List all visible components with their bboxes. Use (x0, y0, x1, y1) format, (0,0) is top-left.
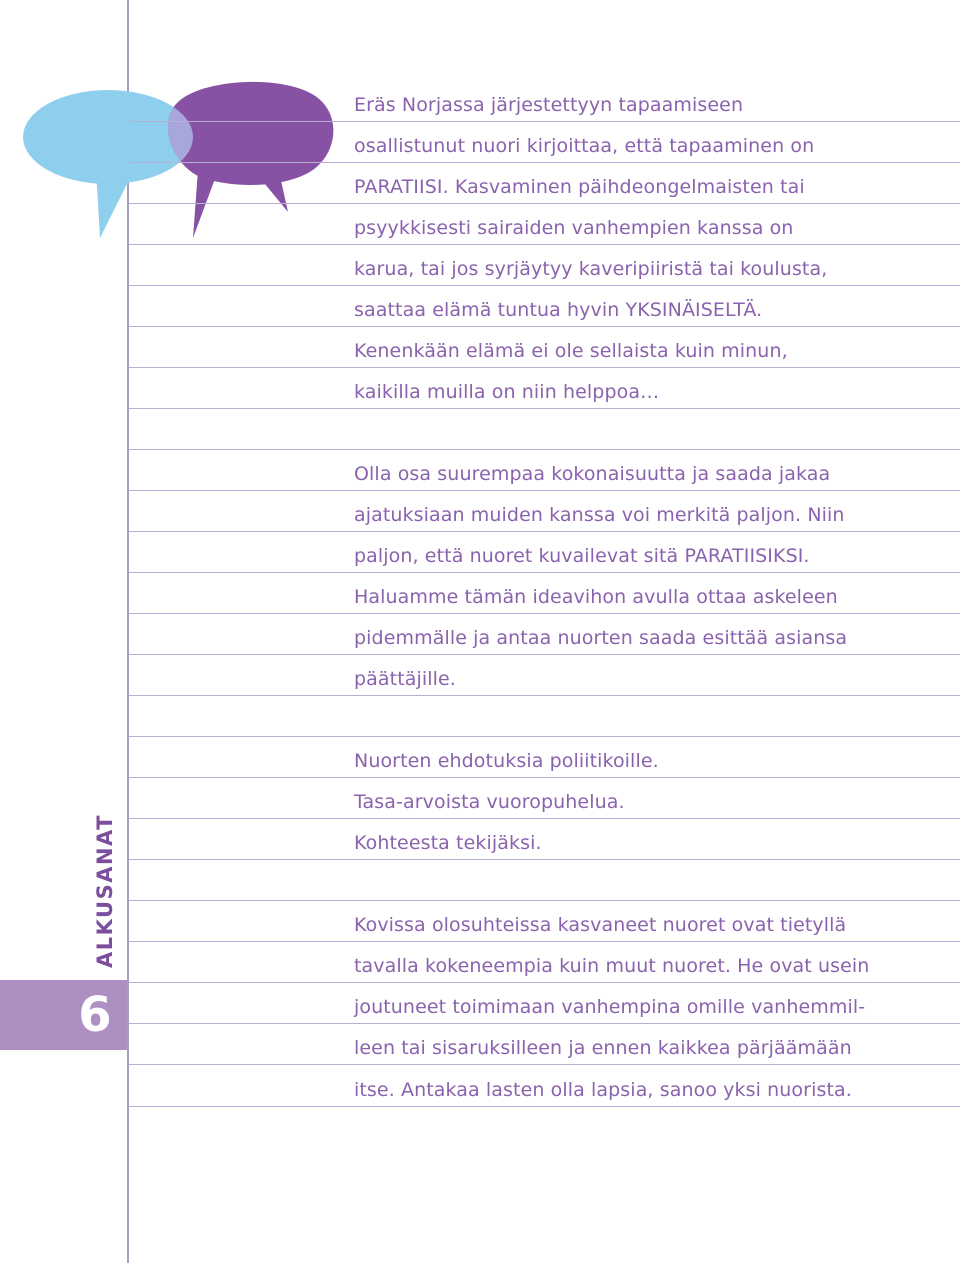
text-line: saattaa elämä tuntua hyvin YKSINÄISELTÄ. (354, 299, 763, 321)
ruled-line (129, 490, 960, 491)
ruled-line (129, 1064, 960, 1065)
text-line: Haluamme tämän ideavihon avulla ottaa askeleen (354, 586, 838, 608)
ruled-line (129, 818, 960, 819)
page-number: 6 (78, 987, 112, 1043)
text-line: Kovissa olosuhteissa kasvaneet nuoret ovat tietyllä (354, 914, 847, 936)
ruled-line (129, 736, 960, 737)
text-line: Nuorten ehdotuksia poliitikoille. (354, 750, 659, 772)
text-line: ajatuksiaan muiden kanssa voi merkitä paljon. Niin (354, 504, 845, 526)
ruled-line (129, 162, 960, 163)
ruled-line (129, 285, 960, 286)
ruled-line (129, 777, 960, 778)
ruled-line (129, 654, 960, 655)
text-line: pidemmälle ja antaa nuorten saada esittää asiansa (354, 627, 848, 649)
ruled-line (129, 1106, 960, 1107)
text-line: Kohteesta tekijäksi. (354, 832, 542, 854)
text-line: paljon, että nuoret kuvailevat sitä PARATIISIKSI. (354, 545, 810, 567)
ruled-line (129, 367, 960, 368)
text-line: psyykkisesti sairaiden vanhempien kanssa on (354, 217, 794, 239)
ruled-line (129, 449, 960, 450)
ruled-line (129, 900, 960, 901)
text-line: tavalla kokeneempia kuin muut nuoret. He ovat usein (354, 955, 870, 977)
text-line: joutuneet toimimaan vanhempina omille vanhemmil- (354, 996, 866, 1018)
text-line: itse. Antakaa lasten olla lapsia, sanoo yksi nuorista. (354, 1079, 852, 1101)
ruled-line (129, 695, 960, 696)
text-line: kaikilla muilla on niin helppoa… (354, 381, 660, 403)
text-line: Olla osa suurempaa kokonaisuutta ja saada jakaa (354, 463, 831, 485)
speech-bubbles (18, 70, 338, 245)
ruled-line (129, 203, 960, 204)
text-line: Kenenkään elämä ei ole sellaista kuin minun, (354, 340, 788, 362)
ruled-line (129, 859, 960, 860)
text-line: Eräs Norjassa järjestettyyn tapaamiseen (354, 94, 744, 116)
text-line: leen tai sisaruksilleen ja ennen kaikkea pärjäämään (354, 1037, 852, 1059)
ruled-line (129, 1023, 960, 1024)
ruled-line (129, 121, 960, 122)
ruled-line (129, 982, 960, 983)
text-line: osallistunut nuori kirjoittaa, että tapaaminen on (354, 135, 815, 157)
ruled-line (129, 326, 960, 327)
ruled-line (129, 244, 960, 245)
ruled-line (129, 531, 960, 532)
ruled-line (129, 613, 960, 614)
text-line: Tasa-arvoista vuoropuhelua. (354, 791, 625, 813)
text-line: karua, tai jos syrjäytyy kaveripiiristä tai koulusta, (354, 258, 828, 280)
speech-bubble-purple-icon (168, 82, 333, 238)
speech-bubble-blue-icon (23, 90, 193, 238)
text-line: PARATIISI. Kasvaminen päihdeongelmaisten tai (354, 176, 805, 198)
ruled-line (129, 572, 960, 573)
section-title: ALKUSANAT (93, 814, 117, 968)
ruled-line (129, 941, 960, 942)
text-line: päättäjille. (354, 668, 456, 690)
ruled-line (129, 408, 960, 409)
